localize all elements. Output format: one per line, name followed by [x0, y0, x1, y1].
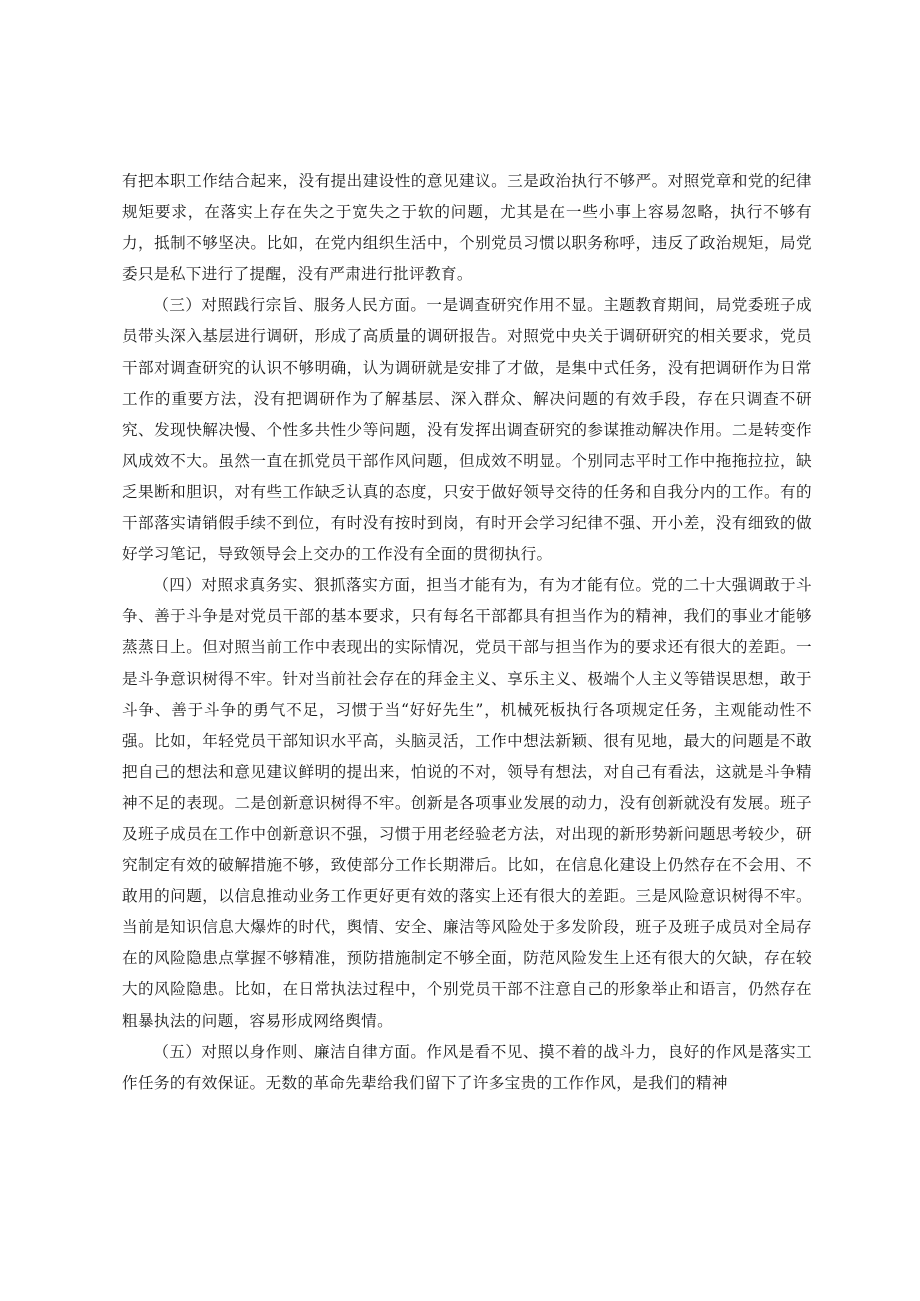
paragraph-section-four: （四）对照求真务实、狠抓落实方面，担当才能有为，有为才能有位。党的二十大强调敢于斗争、善于斗争是对党员干部的基本要求，只有每名干部都具有担当作为的精神，我们的事业才能够蒸蒸日上。但对照当前工作中表现出的实际情况，党员干部与担当作为的要求还有很大的差距。一是斗争意识树得不牢。针对当前社会存在的拜金主义、享乐主义、极端个人主义等错误思想，敢于斗争、善于斗争的勇气不足，习惯于当“好好先生”，机械死板执行各项规定任务，主观能动性不强。比如，年轻党员干部知识水平高，头脑灵活，工作中想法新颖、很有见地，最大的问题是不敢把自己的想法和意见建议鲜明的提出来，怕说的不对，领导有想法，对自己有看法，这就是斗争精神不足的表现。二是创新意识树得不牢。创新是各项事业发展的动力，没有创新就没有发展。班子及班子成员在工作中创新意识不强，习惯于用老经验老方法，对出现的新形势新问题思考较少，研究制定有效的破解措施不够，致使部分工作长期滞后。比如，在信息化建设上仍然存在不会用、不敢用的问题，以信息推动业务工作更好更有效的落实上还有很大的差距。三是风险意识树得不牢。当前是知识信息大爆炸的时代，舆情、安全、廉洁等风险处于多发阶段，班子及班子成员对全局存在的风险隐患点掌握不够精准，预防措施制定不够全面，防范风险发生上还有很大的欠缺，存在较大的风险隐患。比如，在日常执法过程中，个别党员干部不注意自己的形象举止和语言，仍然存在粗暴执法的问题，容易形成网络舆情。 — [122, 576, 812, 1030]
paragraph-section-three: （三）对照践行宗旨、服务人民方面。一是调查研究作用不显。主题教育期间，局党委班子成员带头深入基层进行调研，形成了高质量的调研报告。对照党中央关于调研研究的相关要求，党员干部对调查研究的认识不够明确，认为调研就是安排了才做，是集中式任务，没有把调研作为日常工作的重要方法，没有把调研作为了解基层、深入群众、解决问题的有效手段，存在只调查不研究、发现快解决慢、个性多共性少等问题，没有发挥出调查研究的参谋推动解决作用。二是转变作风成效不大。虽然一直在抓党员干部作风问题，但成效不明显。个别同志平时工作中拖拖拉拉，缺乏果断和胆识，对有些工作缺乏认真的态度，只安于做好领导交待的任务和自我分内的工作。有的干部落实请销假手续不到位，有时没有按时到岗，有时开会学习纪律不强、开小差，没有细致的做好学习笔记，导致领导会上交办的工作没有全面的贯彻执行。 — [122, 296, 812, 564]
paragraph-continuation: 有把本职工作结合起来，没有提出建设性的意见建议。三是政治执行不够严。对照党章和党的纪律规矩要求，在落实上存在失之于宽失之于软的问题，尤其是在一些小事上容易忽略，执行不够有力，抵制不够坚决。比如，在党内组织生活中，个别党员习惯以职务称呼，违反了政治规矩，局党委只是私下进行了提醒，没有严肃进行批评教育。 — [122, 172, 812, 284]
paragraph-section-five: （五）对照以身作则、廉洁自律方面。作风是看不见、摸不着的战斗力，良好的作风是落实工作任务的有效保证。无数的革命先辈给我们留下了许多宝贵的工作作风，是我们的精神 — [122, 1042, 812, 1092]
document-body — [122, 166, 812, 1099]
